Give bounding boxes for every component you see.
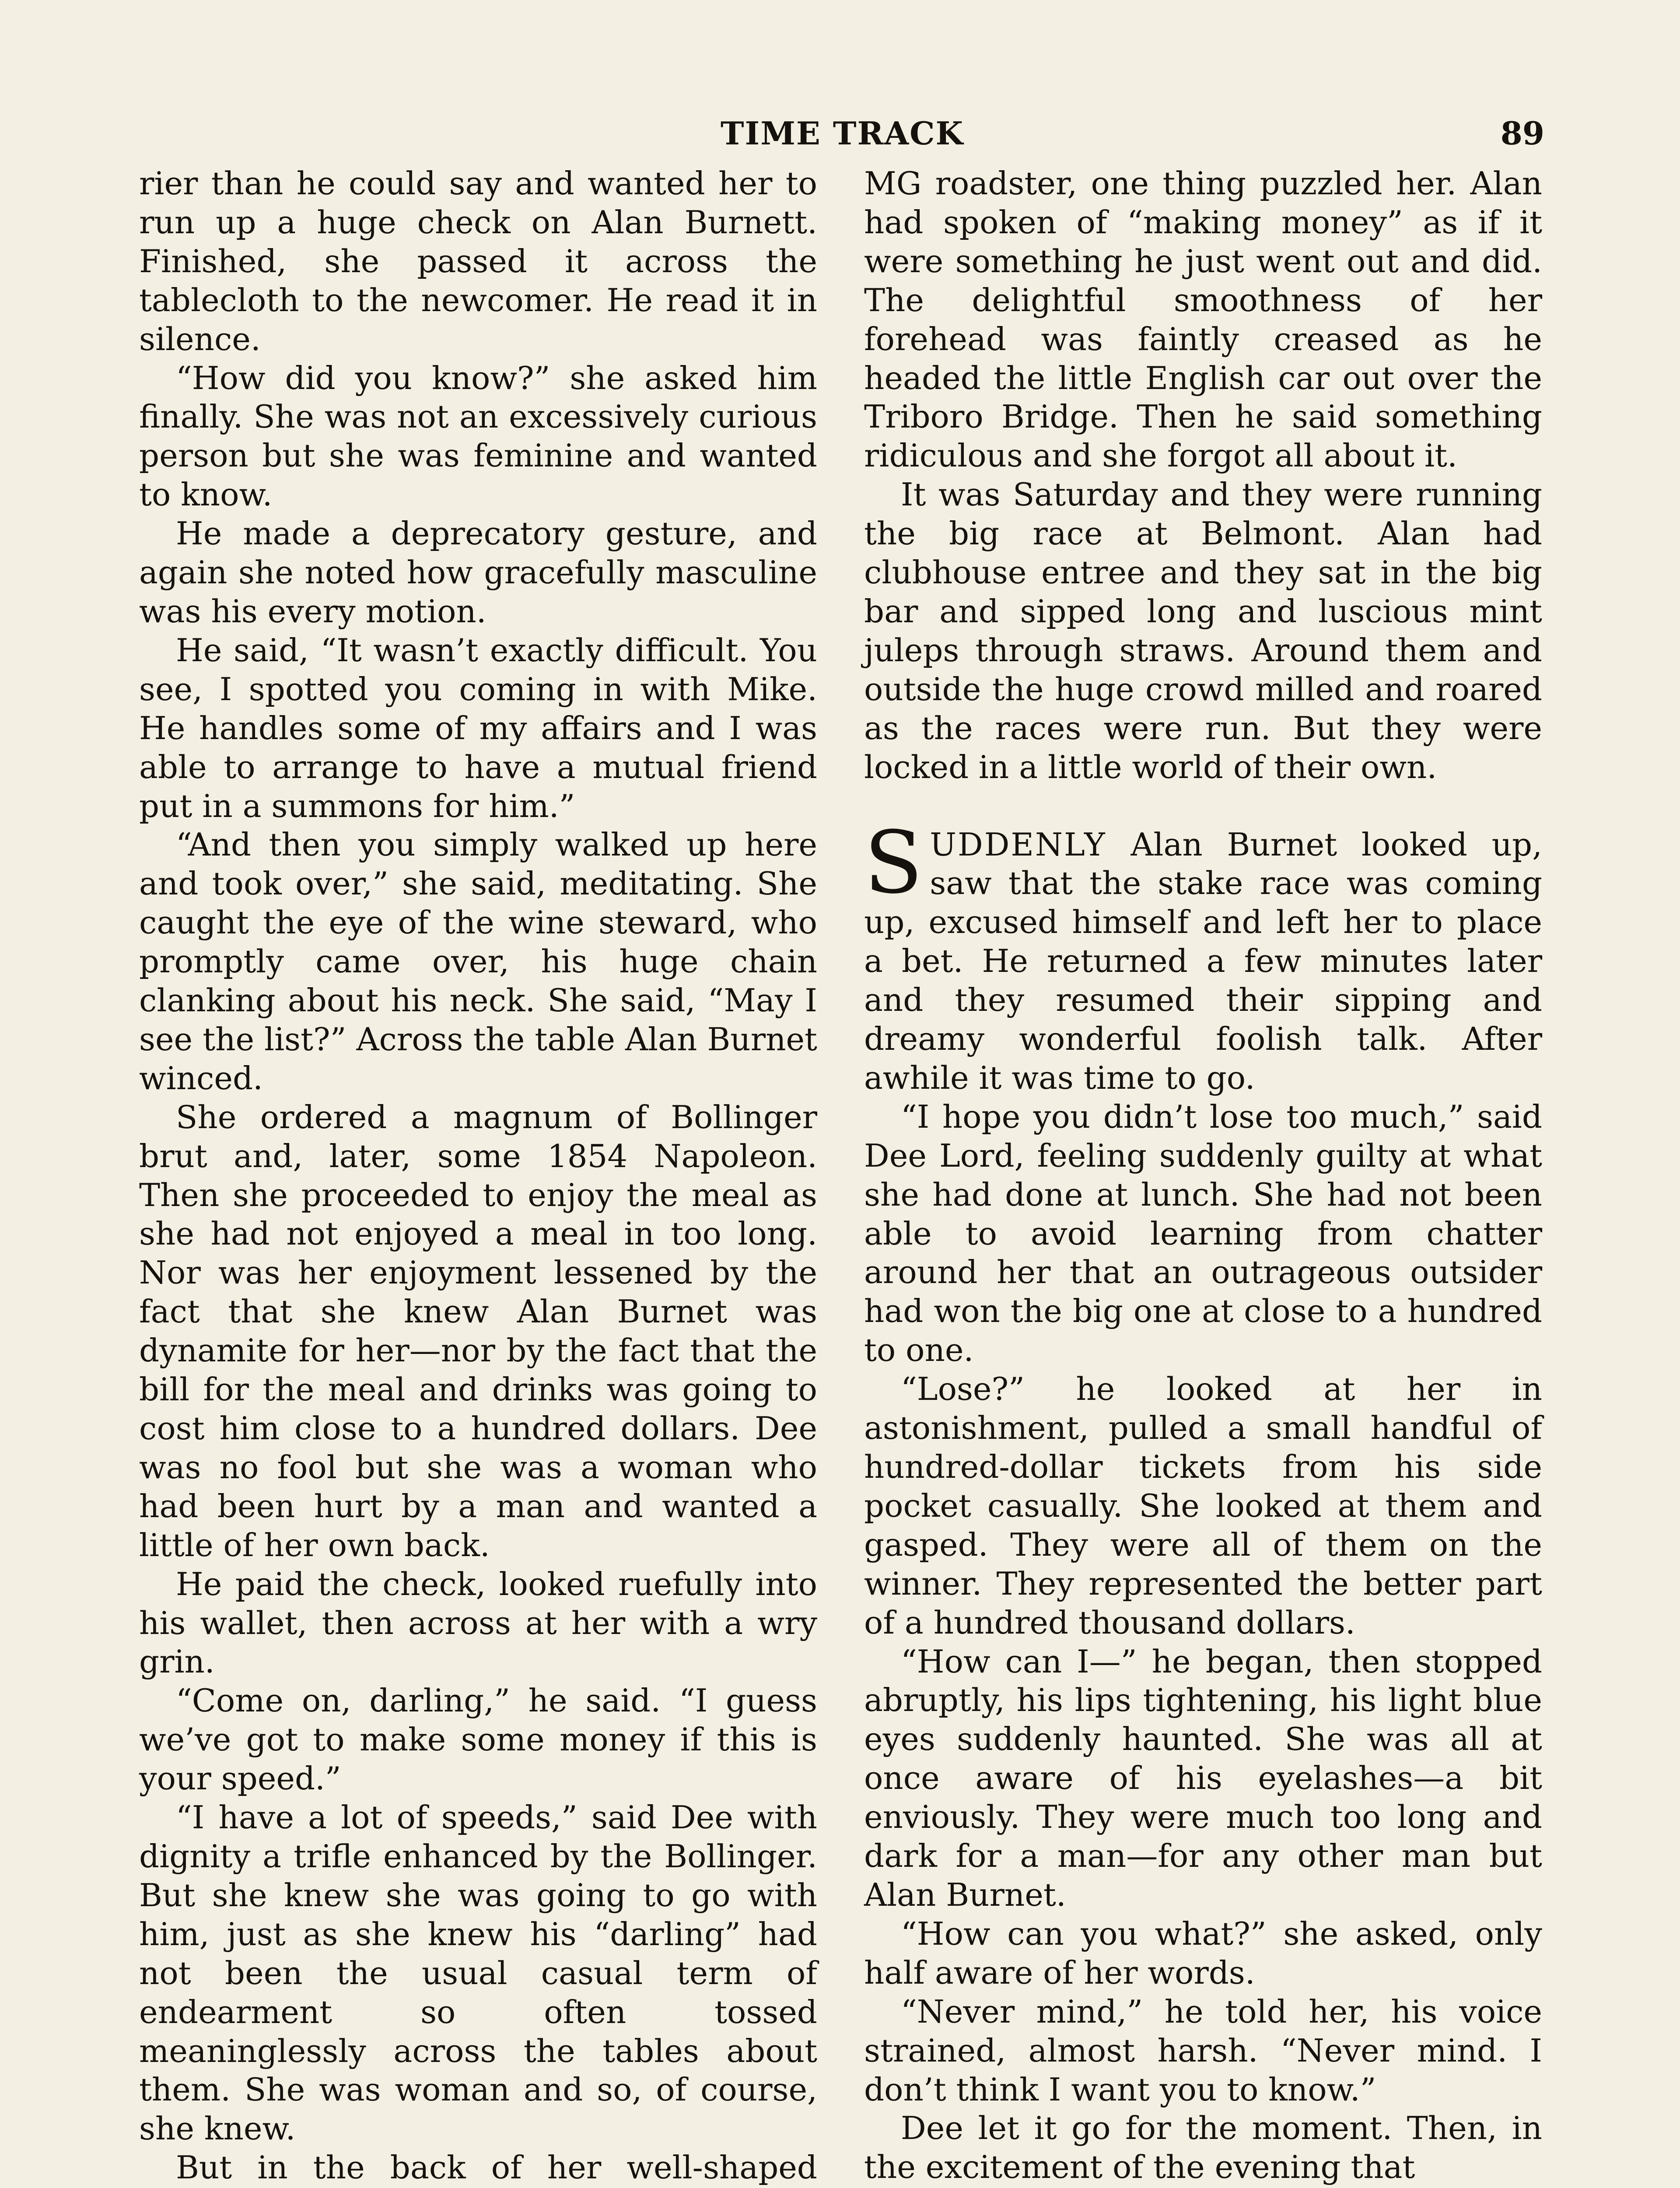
paragraph: “Never mind,” he told her, his voice strained, almost harsh. “Never mind. I don’t think I want you to know.” bbox=[864, 1993, 1542, 2108]
paragraph: “Lose?” he looked at her in astonishment, pulled a small handful of hundred-dollar tickets from his side pocket casually. She looked at them and gasped. They were all of them on the winner. They represented the better part of a hundred thousand dollars. bbox=[864, 1371, 1542, 1641]
paragraph: Dee let it go for the moment. Then, in the excitement of the evening that bbox=[864, 2110, 1542, 2186]
paragraph: He said, “It wasn’t exactly difficult. You see, I spotted you coming in with Mike. He handles some of my affairs and I was able to arrange to have a mutual friend put in a summons for him.” bbox=[139, 631, 817, 824]
paragraph: “And then you simply walked up here and took over,” she said, meditating. She caught the eye of the wine steward, who promptly came over, his huge chain clanking about his neck. She said, “May I see the list?” Across the table Alan Burnet winced. bbox=[139, 826, 817, 1097]
drop-cap: S bbox=[864, 813, 923, 913]
paragraph: It was Saturday and they were running the big race at Belmont. Alan had clubhouse entree and they sat in the big bar and sipped long and luscious mint juleps through straws. Around them and outside the huge crowd milled and roared as the races were run. But they were locked in a little world of their own. bbox=[864, 476, 1542, 785]
paragraph: MG roadster, one thing puzzled her. Alan had spoken of “making money” as if it were something he just went out and did. The delightful smoothness of her forehead was faintly creased as he headed the little English car out over the Triboro Bridge. Then he said something ridiculous and she forgot all about it. bbox=[864, 165, 1542, 474]
paragraph: “How did you know?” she asked him finally. She was not an excessively curious person but she was feminine and wanted to know. bbox=[139, 359, 817, 513]
left-column bbox=[139, 164, 817, 2188]
paragraph: He made a deprecatory gesture, and again she noted how gracefully masculine was his every motion. bbox=[139, 515, 817, 630]
paragraph: He paid the check, looked ruefully into his wallet, then across at her with a wry grin. bbox=[139, 1565, 817, 1680]
paragraph: “I have a lot of speeds,” said Dee with dignity a trifle enhanced by the Bollinger. But she knew she was going to go with him, just as she knew his “darling” had not been the usual casual term of endearment so often tossed meaninglessly across the tables about them. She was woman and so, of course, she knew. bbox=[139, 1799, 817, 2147]
right-column bbox=[864, 164, 1542, 2187]
paragraph: “How can you what?” she asked, only half aware of her words. bbox=[864, 1915, 1542, 1991]
section-break bbox=[864, 787, 1542, 825]
paragraph: rier than he could say and wanted her to run up a huge check on Alan Burnett. Finished, she passed it across the tablecloth to the newcomer. He read it in silence. bbox=[139, 165, 817, 358]
paragraph-text: Alan Burnet looked up, saw that the stake race was coming up, excused himself and left her to place a bet. He returned a few minutes later and they resumed their sipping and dreamy wonderful foolish talk. After awhile it was time to go. bbox=[864, 826, 1542, 1096]
page-header bbox=[140, 115, 1544, 158]
paragraph: “I hope you didn’t lose too much,” said Dee Lord, feeling suddenly guilty at what she had done at lunch. She had not been able to avoid learning from chatter around her that an outrageous outsider had won the big one at close to a hundred to one. bbox=[864, 1098, 1542, 1369]
page-number: 89 bbox=[1500, 115, 1544, 152]
paragraph: “Come on, darling,” he said. “I guess we’ve got to make some money if this is your speed.” bbox=[139, 1682, 817, 1797]
lead-in: UDDENLY bbox=[930, 826, 1106, 863]
section-opening-paragraph bbox=[864, 813, 1542, 1098]
paragraph: But in the back of her well-shaped bbox=[176, 2149, 817, 2186]
running-title: TIME TRACK bbox=[720, 115, 964, 152]
paragraph: She ordered a magnum of Bollinger brut and, later, some 1854 Napoleon. Then she proceeded to enjoy the meal as she had not enjoyed a meal in too long. Nor was her enjoyment lessened by the fact that she knew Alan Burnet was dynamite for her—nor by the fact that the bill for the meal and drinks was going to cost him close to a hundred dollars. Dee was no fool but she was a woman who had been hurt by a man and wanted a little of her own back. bbox=[139, 1098, 817, 1564]
paragraph: “How can I—” he began, then stopped abruptly, his lips tightening, his light blue eyes suddenly haunted. She was all at once aware of his eyelashes—a bit enviously. They were much too long and dark for a man—for any other man but Alan Burnet. bbox=[864, 1643, 1542, 1913]
